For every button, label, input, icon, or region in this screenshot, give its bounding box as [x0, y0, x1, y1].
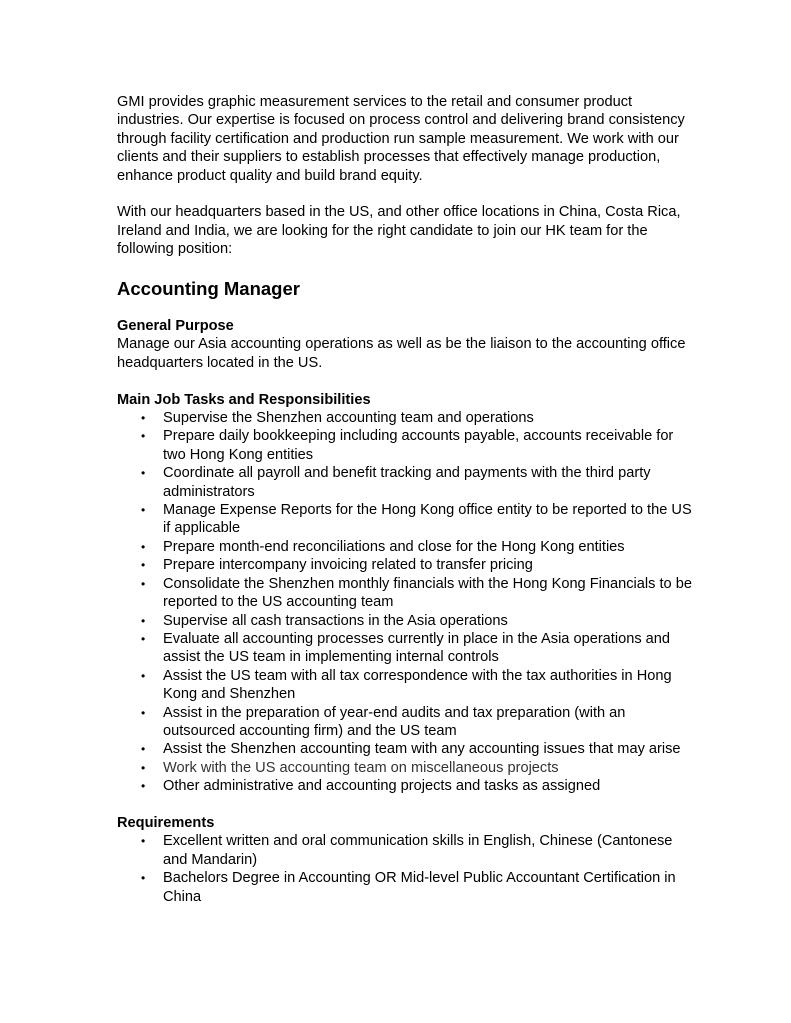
bullet-icon: • [141, 742, 146, 757]
list-item-text: Evaluate all accounting processes currently in place in the Asia operations and assist the US team in implementing internal controls [163, 630, 671, 666]
spacer [117, 796, 697, 814]
list-item [117, 869, 697, 906]
bullet-icon: • [141, 503, 146, 518]
list-item-text: Bachelors Degree in Accounting OR Mid-level Public Accountant Certification in China [163, 870, 676, 905]
list-item [117, 704, 697, 741]
list-item-text: Other administrative and accounting projects and tasks as assigned [163, 778, 601, 795]
list-item-text: Prepare month-end reconciliations and close for the Hong Kong entities [163, 538, 625, 555]
list-item [117, 777, 697, 795]
spacer [117, 301, 697, 317]
general-purpose-heading: General Purpose [117, 318, 234, 335]
requirements-heading: Requirements [117, 814, 215, 831]
tasks-heading: Main Job Tasks and Responsibilities [117, 391, 371, 408]
list-item-text: Consolidate the Shenzhen monthly financials with the Hong Kong Financials to be reported to the US accounting team [163, 575, 692, 611]
spacer [117, 372, 697, 390]
bullet-icon: • [141, 429, 146, 444]
bullet-icon: • [141, 779, 146, 794]
bullet-icon: • [141, 558, 146, 573]
list-item [117, 575, 697, 612]
tasks-list [117, 409, 697, 796]
job-title: Accounting Manager [117, 278, 300, 300]
list-item-text: Assist in the preparation of year-end audits and tax preparation (with an outsourced accounting firm) and the US team [163, 704, 626, 739]
bullet-icon: • [141, 411, 146, 426]
list-item [117, 759, 697, 777]
list-item [117, 538, 697, 556]
bullet-icon: • [141, 539, 146, 554]
bullet-icon: • [141, 631, 146, 646]
list-item [117, 427, 697, 464]
general-purpose-text: Manage our Asia accounting operations as well as be the liaison to the accounting office headquarters located in the US. [117, 336, 686, 371]
list-item [117, 556, 697, 574]
bullet-icon: • [141, 668, 146, 683]
bullet-icon: • [141, 613, 146, 628]
list-item-text: Assist the Shenzhen accounting team with any accounting issues that may arise [163, 741, 681, 758]
bullet-icon: • [141, 576, 146, 591]
list-item-text: Supervise all cash transactions in the Asia operations [163, 612, 508, 629]
list-item [117, 667, 697, 704]
bullet-icon: • [141, 871, 146, 886]
bullet-icon: • [141, 705, 146, 720]
list-item [117, 464, 697, 501]
list-item [117, 612, 697, 630]
list-item [117, 409, 697, 427]
list-item-text: Work with the US accounting team on miscellaneous projects [163, 759, 559, 776]
bullet-icon: • [141, 834, 146, 849]
list-item [117, 832, 697, 869]
requirements-list [117, 832, 697, 906]
list-item [117, 501, 697, 538]
list-item [117, 740, 697, 758]
bullet-icon: • [141, 466, 146, 481]
list-item-text: Prepare intercompany invoicing related to transfer pricing [163, 557, 533, 574]
list-item-text: Coordinate all payroll and benefit tracking and payments with the third party administrators [163, 465, 651, 500]
intro-paragraph: GMI provides graphic measurement services to the retail and consumer product industries. Our expertise is focused on process control and delivering brand consistency through facility certification and production run sample measurement. We work with our clients and their suppliers to establish processes that effectively manage production, enhance product quality and build brand equity. [117, 94, 685, 184]
bullet-icon: • [141, 760, 146, 775]
list-item-text: Assist the US team with all tax correspondence with the tax authorities in Hong Kong and Shenzhen [163, 667, 672, 703]
list-item [117, 630, 697, 667]
list-item-text: Manage Expense Reports for the Hong Kong office entity to be reported to the US if applicable [163, 502, 692, 537]
document-page [117, 93, 697, 906]
list-item-text: Excellent written and oral communication skills in English, Chinese (Cantonese and Mandarin) [163, 833, 673, 868]
list-item-text: Prepare daily bookkeeping including accounts payable, accounts receivable for two Hong Kong entities [163, 428, 674, 463]
list-item-text: Supervise the Shenzhen accounting team and operations [163, 410, 534, 427]
location-paragraph: With our headquarters based in the US, and other office locations in China, Costa Rica, Ireland and India, we are looking for the right candidate to join our HK team for the following position: [117, 204, 681, 258]
